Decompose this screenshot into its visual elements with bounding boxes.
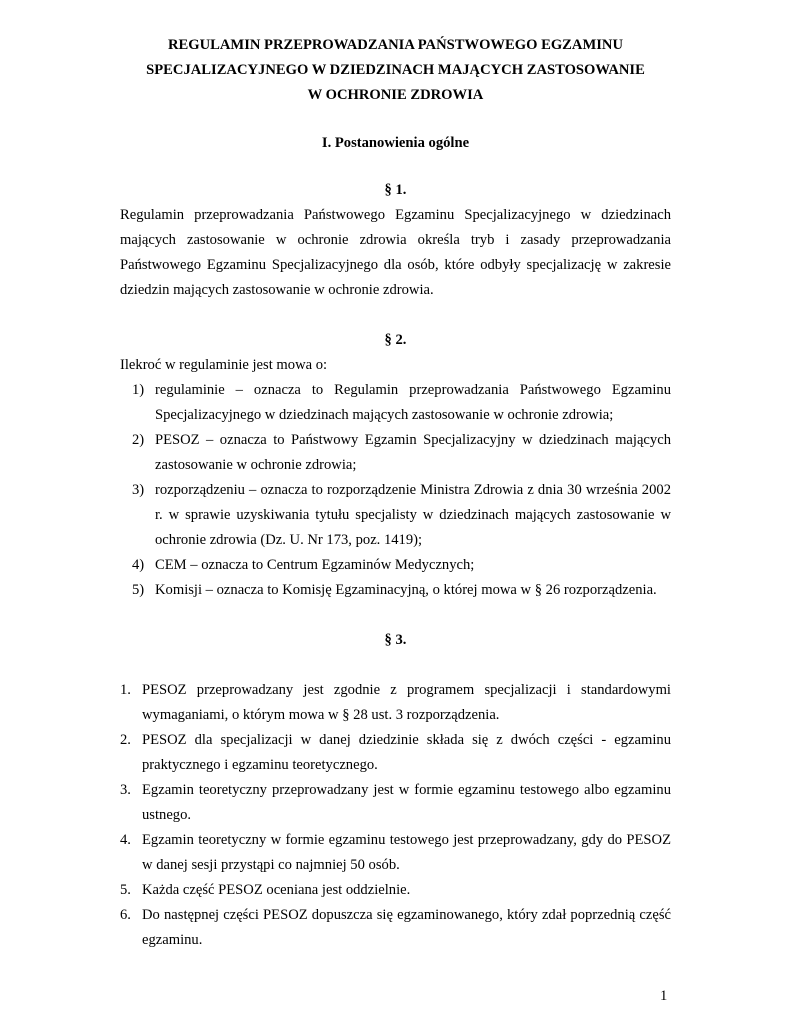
list-item [120,678,671,728]
paragraph-2-heading: § 2. [384,332,407,348]
title-line-2: SPECJALIZACYJNEGO W DZIEDZINACH MAJĄCYCH ZASTOSOWANIE [146,62,645,78]
list-item-number: 5) [132,582,145,598]
list-item-number: 2. [120,732,131,748]
list-item [132,578,671,603]
list-item-text: Egzamin teoretyczny w formie egzaminu testowego jest przeprowadzany, gdy do PESOZ w danej sesji przystąpi co najmniej 50 osób. [142,832,671,873]
paragraph-3-heading: § 3. [384,632,407,648]
list-item [132,378,671,428]
list-item-number: 3) [132,482,145,498]
section-heading: I. Postanowienia ogólne [321,135,470,151]
title-line-1: REGULAMIN PRZEPROWADZANIA PAŃSTWOWEGO EGZAMINU [167,37,623,53]
paragraph-1-heading: § 1. [384,182,407,198]
list-item-text: PESOZ – oznacza to Państwowy Egzamin Specjalizacyjny w dziedzinach mających zastosowanie w ochronie zdrowia; [155,432,671,473]
list-item-number: 6. [120,907,131,923]
rules-list [120,678,671,953]
list-item [120,828,671,878]
list-item-number: 3. [120,782,131,798]
list-item [132,478,671,553]
page-number: 1 [660,988,668,1004]
list-item-text: Do następnej części PESOZ dopuszcza się egzaminowanego, który zdał poprzednią część egzaminu. [142,907,671,948]
list-item-text: rozporządzeniu – oznacza to rozporządzenie Ministra Zdrowia z dnia 30 września 2002 r. w sprawie uzyskiwania tytułu specjalisty w dziedzinach mających zastosowanie w ochronie zdrowia (Dz. U. Nr 173, poz. 1419); [155,482,671,548]
list-item [120,878,671,903]
list-item-number: 4. [120,832,131,848]
list-item-number: 4) [132,557,145,573]
list-item-number: 2) [132,432,145,448]
list-item-text: regulaminie – oznacza to Regulamin przeprowadzania Państwowego Egzaminu Specjalizacyjnego w dziedzinach mających zastosowanie w ochronie zdrowia; [155,382,671,423]
list-item-number: 5. [120,882,131,898]
document-page [120,33,671,953]
list-item-text: PESOZ dla specjalizacji w danej dziedzinie składa się z dwóch części - egzaminu praktycznego i egzaminu teoretycznego. [142,732,671,773]
list-item [120,903,671,953]
list-item-number: 1) [132,382,145,398]
definitions-list [120,378,671,603]
document-title [120,33,671,108]
list-item-text: CEM – oznacza to Centrum Egzaminów Medycznych; [155,557,475,573]
list-item-number: 1. [120,682,131,698]
title-line-3: W OCHRONIE ZDROWIA [307,87,484,103]
paragraph-2-intro: Ilekroć w regulaminie jest mowa o: [120,357,328,373]
list-item-text: Każda część PESOZ oceniana jest oddzielnie. [142,882,411,898]
paragraph-3 [120,628,671,953]
list-item-text: Komisji – oznacza to Komisję Egzaminacyjną, o której mowa w § 26 rozporządzenia. [155,582,657,598]
list-item-text: PESOZ przeprowadzany jest zgodnie z programem specjalizacji i standardowymi wymaganiami, o którym mowa w § 28 ust. 3 rozporządzenia. [142,682,671,723]
list-item [132,553,671,578]
paragraph-2 [120,328,671,603]
paragraph-1-text: Regulamin przeprowadzania Państwowego Egzaminu Specjalizacyjnego w dziedzinach mających zastosowanie w ochronie zdrowia określa tryb i zasady przeprowadzania Państwowego Egzaminu Specjalizacyjnego dla osób, które odbyły specjalizację w zakresie dziedzin mających zastosowanie w ochronie zdrowia. [120,207,671,298]
list-item [120,728,671,778]
list-item [120,778,671,828]
list-item-text: Egzamin teoretyczny przeprowadzany jest w formie egzaminu testowego albo egzaminu ustnego. [142,782,671,823]
list-item [132,428,671,478]
paragraph-1 [120,178,671,303]
